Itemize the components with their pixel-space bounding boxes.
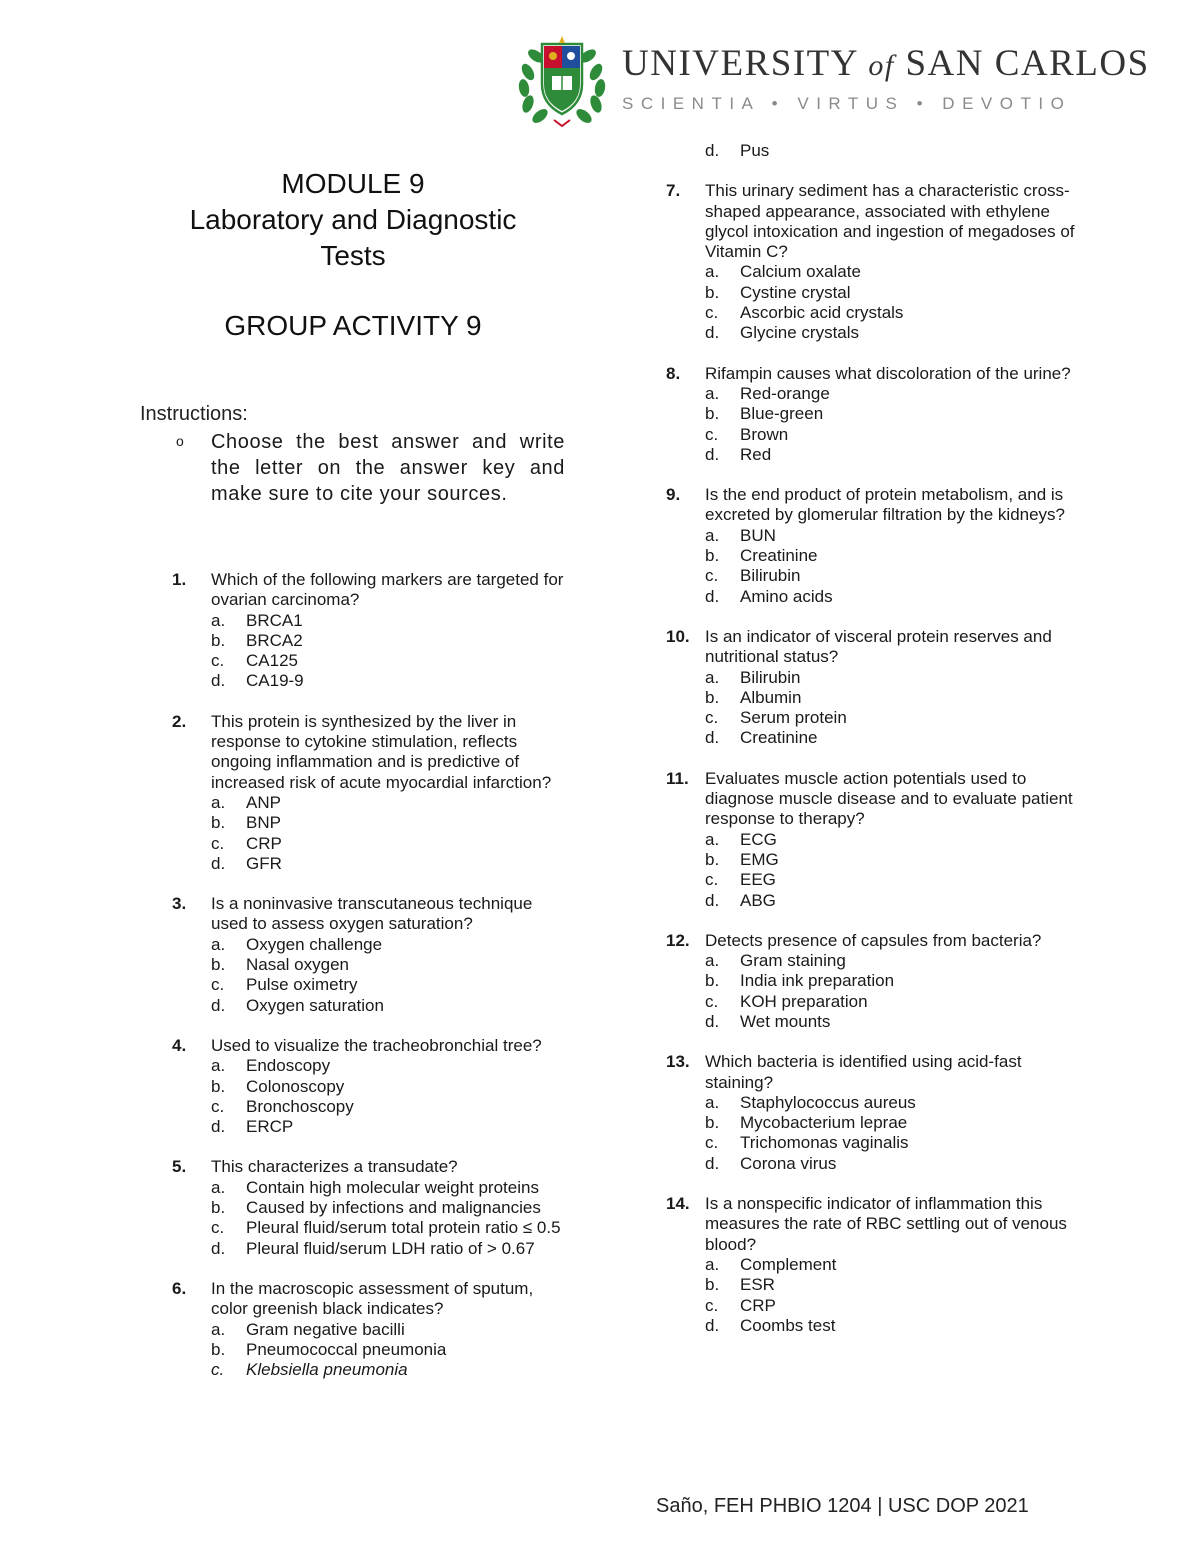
- question-item: [666, 485, 1076, 607]
- answer-option: [705, 708, 1076, 728]
- option-text: Albumin: [740, 687, 802, 707]
- answer-option: [705, 425, 1076, 445]
- answer-option: [705, 445, 1076, 465]
- module-title: [140, 166, 566, 274]
- answer-option: [705, 526, 1076, 546]
- answer-option: [211, 1117, 572, 1137]
- answer-option: [705, 384, 1076, 404]
- question-item: [666, 769, 1076, 911]
- option-letter: d.: [211, 671, 226, 691]
- option-letter: b.: [211, 1076, 226, 1096]
- option-letter: c.: [705, 1133, 719, 1153]
- option-text: Bilirubin: [740, 667, 801, 687]
- answer-option: [211, 1097, 572, 1117]
- option-text: CA19-9: [246, 671, 304, 691]
- question-text: Evaluates muscle action potentials used to diagnose muscle disease and to evaluate patient response to therapy?: [705, 768, 1073, 829]
- option-text: CA125: [246, 651, 298, 671]
- question-text: Which bacteria is identified using acid-fast staining?: [705, 1052, 1022, 1092]
- option-letter: a.: [705, 667, 720, 687]
- option-text: Glycine crystals: [740, 323, 860, 343]
- answer-options: [705, 384, 1076, 465]
- option-text: CRP: [246, 833, 282, 853]
- option-letter: a.: [705, 1254, 720, 1274]
- option-text: Pleural fluid/serum total protein ratio ≤ 0.5: [246, 1218, 561, 1238]
- question-item: [666, 1052, 1076, 1174]
- answer-option: [211, 1320, 572, 1340]
- option-text: Pleural fluid/serum LDH ratio of > 0.67: [246, 1238, 535, 1258]
- question-text: Used to visualize the tracheobronchial tree?: [211, 1035, 542, 1055]
- answer-option: [705, 283, 1076, 303]
- option-letter: d.: [705, 444, 720, 464]
- option-text: Red-orange: [740, 383, 830, 403]
- answer-option: [705, 303, 1076, 323]
- option-letter: c.: [211, 1360, 225, 1380]
- module-subtitle-line1: Laboratory and Diagnostic: [189, 204, 517, 235]
- answer-option: [211, 1077, 572, 1097]
- bullet-icon: o: [176, 433, 184, 449]
- answer-option: [705, 323, 1076, 343]
- option-letter: d.: [211, 1117, 226, 1137]
- answer-option: [705, 587, 1076, 607]
- option-text: EEG: [740, 870, 776, 890]
- option-text: Caused by infections and malignancies: [246, 1198, 541, 1218]
- option-letter: b.: [705, 1275, 720, 1295]
- option-text: Gram negative bacilli: [246, 1319, 405, 1339]
- question-text: Rifampin causes what discoloration of the urine?: [705, 363, 1071, 383]
- answer-option: [211, 671, 572, 691]
- option-text: BUN: [740, 525, 776, 545]
- answer-option: [705, 850, 1076, 870]
- question-number: 1.: [172, 570, 187, 589]
- option-text: Creatinine: [740, 728, 818, 748]
- option-letter: a.: [705, 951, 720, 971]
- option-letter: a.: [705, 262, 720, 282]
- question-text: This urinary sediment has a characteristic cross-shaped appearance, associated with ethylene glycol intoxication and ingestion of megadoses of Vitamin C?: [705, 181, 1075, 262]
- question-number: 8.: [666, 363, 681, 383]
- option-letter: b.: [705, 971, 720, 991]
- question-text: In the macroscopic assessment of sputum, color greenish black indicates?: [211, 1278, 534, 1319]
- option-text: ESR: [740, 1275, 775, 1295]
- answer-options: [705, 951, 1076, 1032]
- option-text: India ink preparation: [740, 971, 895, 991]
- answer-option: [211, 793, 572, 813]
- answer-option: [211, 975, 572, 995]
- option-text: Blue-green: [740, 404, 824, 424]
- option-text: BRCA1: [246, 610, 303, 630]
- activity-title: GROUP ACTIVITY 9: [224, 310, 482, 341]
- option-letter: d.: [705, 323, 720, 343]
- answer-option: [705, 1275, 1076, 1295]
- instruction-text: Choose the best answer and write the letter on the answer key and make sure to cite your sources.: [211, 431, 565, 505]
- option-text: Brown: [740, 424, 789, 444]
- option-text: Red: [740, 444, 772, 464]
- question-number: 14.: [666, 1194, 690, 1214]
- answer-option: [705, 1133, 1076, 1153]
- option-letter: c.: [705, 303, 719, 323]
- question-number: 11.: [666, 768, 689, 788]
- answer-option: [211, 834, 572, 854]
- answer-options: [211, 611, 572, 692]
- option-text: Bilirubin: [740, 566, 801, 586]
- option-text: Mycobacterium leprae: [740, 1113, 908, 1133]
- option-letter: a.: [705, 829, 720, 849]
- option-text: Amino acids: [740, 586, 833, 606]
- option-letter: d.: [705, 1011, 720, 1031]
- question-number: 13.: [666, 1052, 690, 1072]
- answer-option: [705, 1296, 1076, 1316]
- question-text: Which of the following markers are targeted for ovarian carcinoma?: [211, 570, 564, 610]
- option-letter: a.: [211, 1177, 226, 1197]
- option-letter: d.: [705, 141, 720, 160]
- question-item: [172, 570, 572, 692]
- question-text: Is a nonspecific indicator of inflammation this measures the rate of RBC settling out of venous blood?: [705, 1194, 1067, 1254]
- option-text: Contain high molecular weight proteins: [246, 1177, 539, 1197]
- answer-option: [211, 854, 572, 874]
- answer-options: [705, 1093, 1076, 1174]
- answer-option: [705, 1255, 1076, 1275]
- option-letter: a.: [705, 525, 720, 545]
- question-text: Is the end product of protein metabolism, and is excreted by glomerular filtration by the kidneys?: [705, 485, 1066, 525]
- answer-option: [705, 262, 1076, 282]
- answer-option: [705, 891, 1076, 911]
- option-letter: d.: [211, 853, 226, 873]
- option-letter: b.: [211, 630, 226, 650]
- option-text: ABG: [740, 890, 776, 910]
- option-letter: a.: [211, 610, 226, 630]
- option-letter: c.: [705, 424, 719, 444]
- option-letter: d.: [705, 586, 720, 606]
- option-text: Staphylococcus aureus: [740, 1092, 916, 1112]
- option-letter: a.: [211, 1056, 226, 1076]
- question-item: [172, 712, 572, 874]
- answer-options: [705, 668, 1076, 749]
- answer-option: [211, 1239, 572, 1259]
- question-text: This protein is synthesized by the liver in response to cytokine stimulation, reflects ongoing inflammation and is predictive of increased risk of acute myocardial infarction?: [211, 711, 552, 792]
- answer-option: [211, 611, 572, 631]
- option-text: KOH preparation: [740, 991, 868, 1011]
- answer-option: [705, 870, 1076, 890]
- question-text: Detects presence of capsules from bacteria?: [705, 930, 1042, 950]
- answer-option: [705, 951, 1076, 971]
- answer-option: [705, 688, 1076, 708]
- answer-option: [211, 1198, 572, 1218]
- option-text: Oxygen saturation: [246, 995, 384, 1015]
- question-number: 12.: [666, 930, 690, 950]
- option-letter: c.: [705, 708, 719, 728]
- answer-option: [705, 668, 1076, 688]
- question-number: 10.: [666, 626, 690, 646]
- option-text: Ascorbic acid crystals: [740, 303, 904, 323]
- module-subtitle-line2: Tests: [320, 240, 386, 271]
- option-letter: a.: [211, 792, 226, 812]
- answer-option: [211, 996, 572, 1016]
- answer-option: [211, 955, 572, 975]
- question-number: 7.: [666, 181, 681, 201]
- option-letter: b.: [705, 546, 720, 566]
- answer-option: [705, 992, 1076, 1012]
- option-letter: b.: [211, 1339, 226, 1359]
- answer-options: [211, 935, 572, 1016]
- left-question-column: [172, 570, 572, 1400]
- answer-options: [705, 1255, 1076, 1336]
- question-item: [172, 1279, 572, 1380]
- option-text: Complement: [740, 1254, 837, 1274]
- option-text: Klebsiella pneumonia: [246, 1360, 408, 1380]
- instructions-label: Instructions:: [140, 403, 248, 425]
- answer-option: [211, 651, 572, 671]
- option-letter: b.: [705, 1113, 720, 1133]
- answer-option: [705, 1093, 1076, 1113]
- option-text: Creatinine: [740, 546, 818, 566]
- module-number: MODULE 9: [281, 168, 425, 199]
- answer-options: [211, 1178, 572, 1259]
- question-number: 2.: [172, 711, 187, 731]
- option-letter: a.: [211, 934, 226, 954]
- answer-option: [211, 813, 572, 833]
- question-text: Is an indicator of visceral protein reserves and nutritional status?: [705, 626, 1052, 667]
- option-letter: c.: [705, 991, 719, 1011]
- option-letter: b.: [705, 404, 720, 424]
- option-letter: b.: [705, 687, 720, 707]
- option-letter: b.: [705, 849, 720, 869]
- option-text: ECG: [740, 829, 777, 849]
- right-question-column: [666, 141, 1076, 1356]
- option-letter: d.: [705, 1153, 720, 1173]
- option-text: BRCA2: [246, 630, 303, 650]
- option-text: Calcium oxalate: [740, 262, 861, 282]
- question-number: 9.: [666, 485, 681, 505]
- option-letter: a.: [705, 383, 720, 403]
- question-item: [666, 181, 1076, 343]
- option-text: Wet mounts: [740, 1011, 831, 1031]
- option-text: Oxygen challenge: [246, 934, 383, 954]
- answer-option: [705, 1113, 1076, 1133]
- option-letter: c.: [705, 566, 719, 586]
- option-letter: c.: [705, 870, 719, 890]
- question-item: [666, 627, 1076, 749]
- question-item: [666, 1194, 1076, 1336]
- answer-option: [211, 935, 572, 955]
- option-letter: d.: [211, 1238, 226, 1258]
- question-item: [172, 1157, 572, 1258]
- question-item: [172, 1036, 572, 1137]
- option-text: Trichomonas vaginalis: [740, 1133, 909, 1153]
- option-letter: d.: [211, 995, 226, 1015]
- option-letter: a.: [211, 1319, 226, 1339]
- option-letter: c.: [211, 1096, 225, 1116]
- option-text: Cystine crystal: [740, 282, 851, 302]
- option-text: Gram staining: [740, 951, 846, 971]
- option-text: Coombs test: [740, 1315, 836, 1335]
- answer-options: [211, 1320, 572, 1381]
- answer-options: [705, 262, 1076, 343]
- option-letter: c.: [211, 833, 225, 853]
- right-question-list: [666, 181, 1076, 1336]
- answer-option: [705, 1012, 1076, 1032]
- option-letter: b.: [211, 813, 226, 833]
- answer-options: [705, 830, 1076, 911]
- question-item: [172, 894, 572, 1016]
- option-text: ANP: [246, 792, 281, 812]
- option-text: Pulse oximetry: [246, 975, 358, 995]
- answer-option: [705, 728, 1076, 748]
- option-letter: c.: [211, 975, 225, 995]
- option-text: EMG: [740, 849, 779, 869]
- question-text: Is a noninvasive transcutaneous technique used to assess oxygen saturation?: [211, 894, 533, 934]
- question-number: 4.: [172, 1035, 187, 1055]
- answer-option: [211, 1178, 572, 1198]
- option-text: Serum protein: [740, 708, 847, 728]
- option-letter: d.: [705, 890, 720, 910]
- option-text: Corona virus: [740, 1153, 837, 1173]
- option-text: Bronchoscopy: [246, 1096, 354, 1116]
- question-item: [666, 364, 1076, 465]
- footer-citation: Saño, FEH PHBIO 1204 | USC DOP 2021: [656, 1495, 1029, 1517]
- answer-option: [705, 566, 1076, 586]
- question-text: This characterizes a transudate?: [211, 1157, 458, 1177]
- option-letter: c.: [211, 1218, 225, 1238]
- option-text: BNP: [246, 813, 281, 833]
- option-text: CRP: [740, 1295, 776, 1315]
- option-text: ERCP: [246, 1117, 294, 1137]
- answer-options: [211, 1056, 572, 1137]
- question-item: [666, 931, 1076, 1032]
- answer-option: [705, 546, 1076, 566]
- university-name: UNIVERSITY of SAN CARLOS: [622, 43, 1150, 84]
- question-number: 5.: [172, 1157, 187, 1177]
- option-text: Pneumococcal pneumonia: [246, 1339, 447, 1359]
- option-text: GFR: [246, 853, 282, 873]
- option-letter: c.: [705, 1295, 719, 1315]
- university-header: [514, 32, 1174, 130]
- answer-option: [211, 1360, 572, 1380]
- question-6-continued-option: [705, 141, 1076, 161]
- question-number: 6.: [172, 1278, 187, 1298]
- option-letter: c.: [211, 651, 225, 671]
- option-letter: d.: [705, 728, 720, 748]
- university-seal-icon: [514, 32, 610, 128]
- option-letter: d.: [705, 1315, 720, 1335]
- option-text: Colonoscopy: [246, 1076, 345, 1096]
- answer-option: [705, 971, 1076, 991]
- option-text: Nasal oxygen: [246, 955, 350, 975]
- answer-option: [211, 631, 572, 651]
- answer-option: [705, 404, 1076, 424]
- answer-options: [705, 526, 1076, 607]
- answer-options: [211, 793, 572, 874]
- answer-option: [211, 1218, 572, 1238]
- option-letter: b.: [211, 1198, 226, 1218]
- option-letter: b.: [211, 955, 226, 975]
- answer-option: [211, 1056, 572, 1076]
- option-letter: a.: [705, 1092, 720, 1112]
- answer-option: [705, 1316, 1076, 1336]
- university-motto: SCIENTIA • VIRTUS • DEVOTIO: [622, 94, 1072, 113]
- option-text: Endoscopy: [246, 1056, 331, 1076]
- answer-option: [705, 1154, 1076, 1174]
- answer-option: [705, 830, 1076, 850]
- option-letter: b.: [705, 282, 720, 302]
- option-text: Pus: [740, 141, 770, 160]
- question-number: 3.: [172, 894, 187, 914]
- answer-option: [211, 1340, 572, 1360]
